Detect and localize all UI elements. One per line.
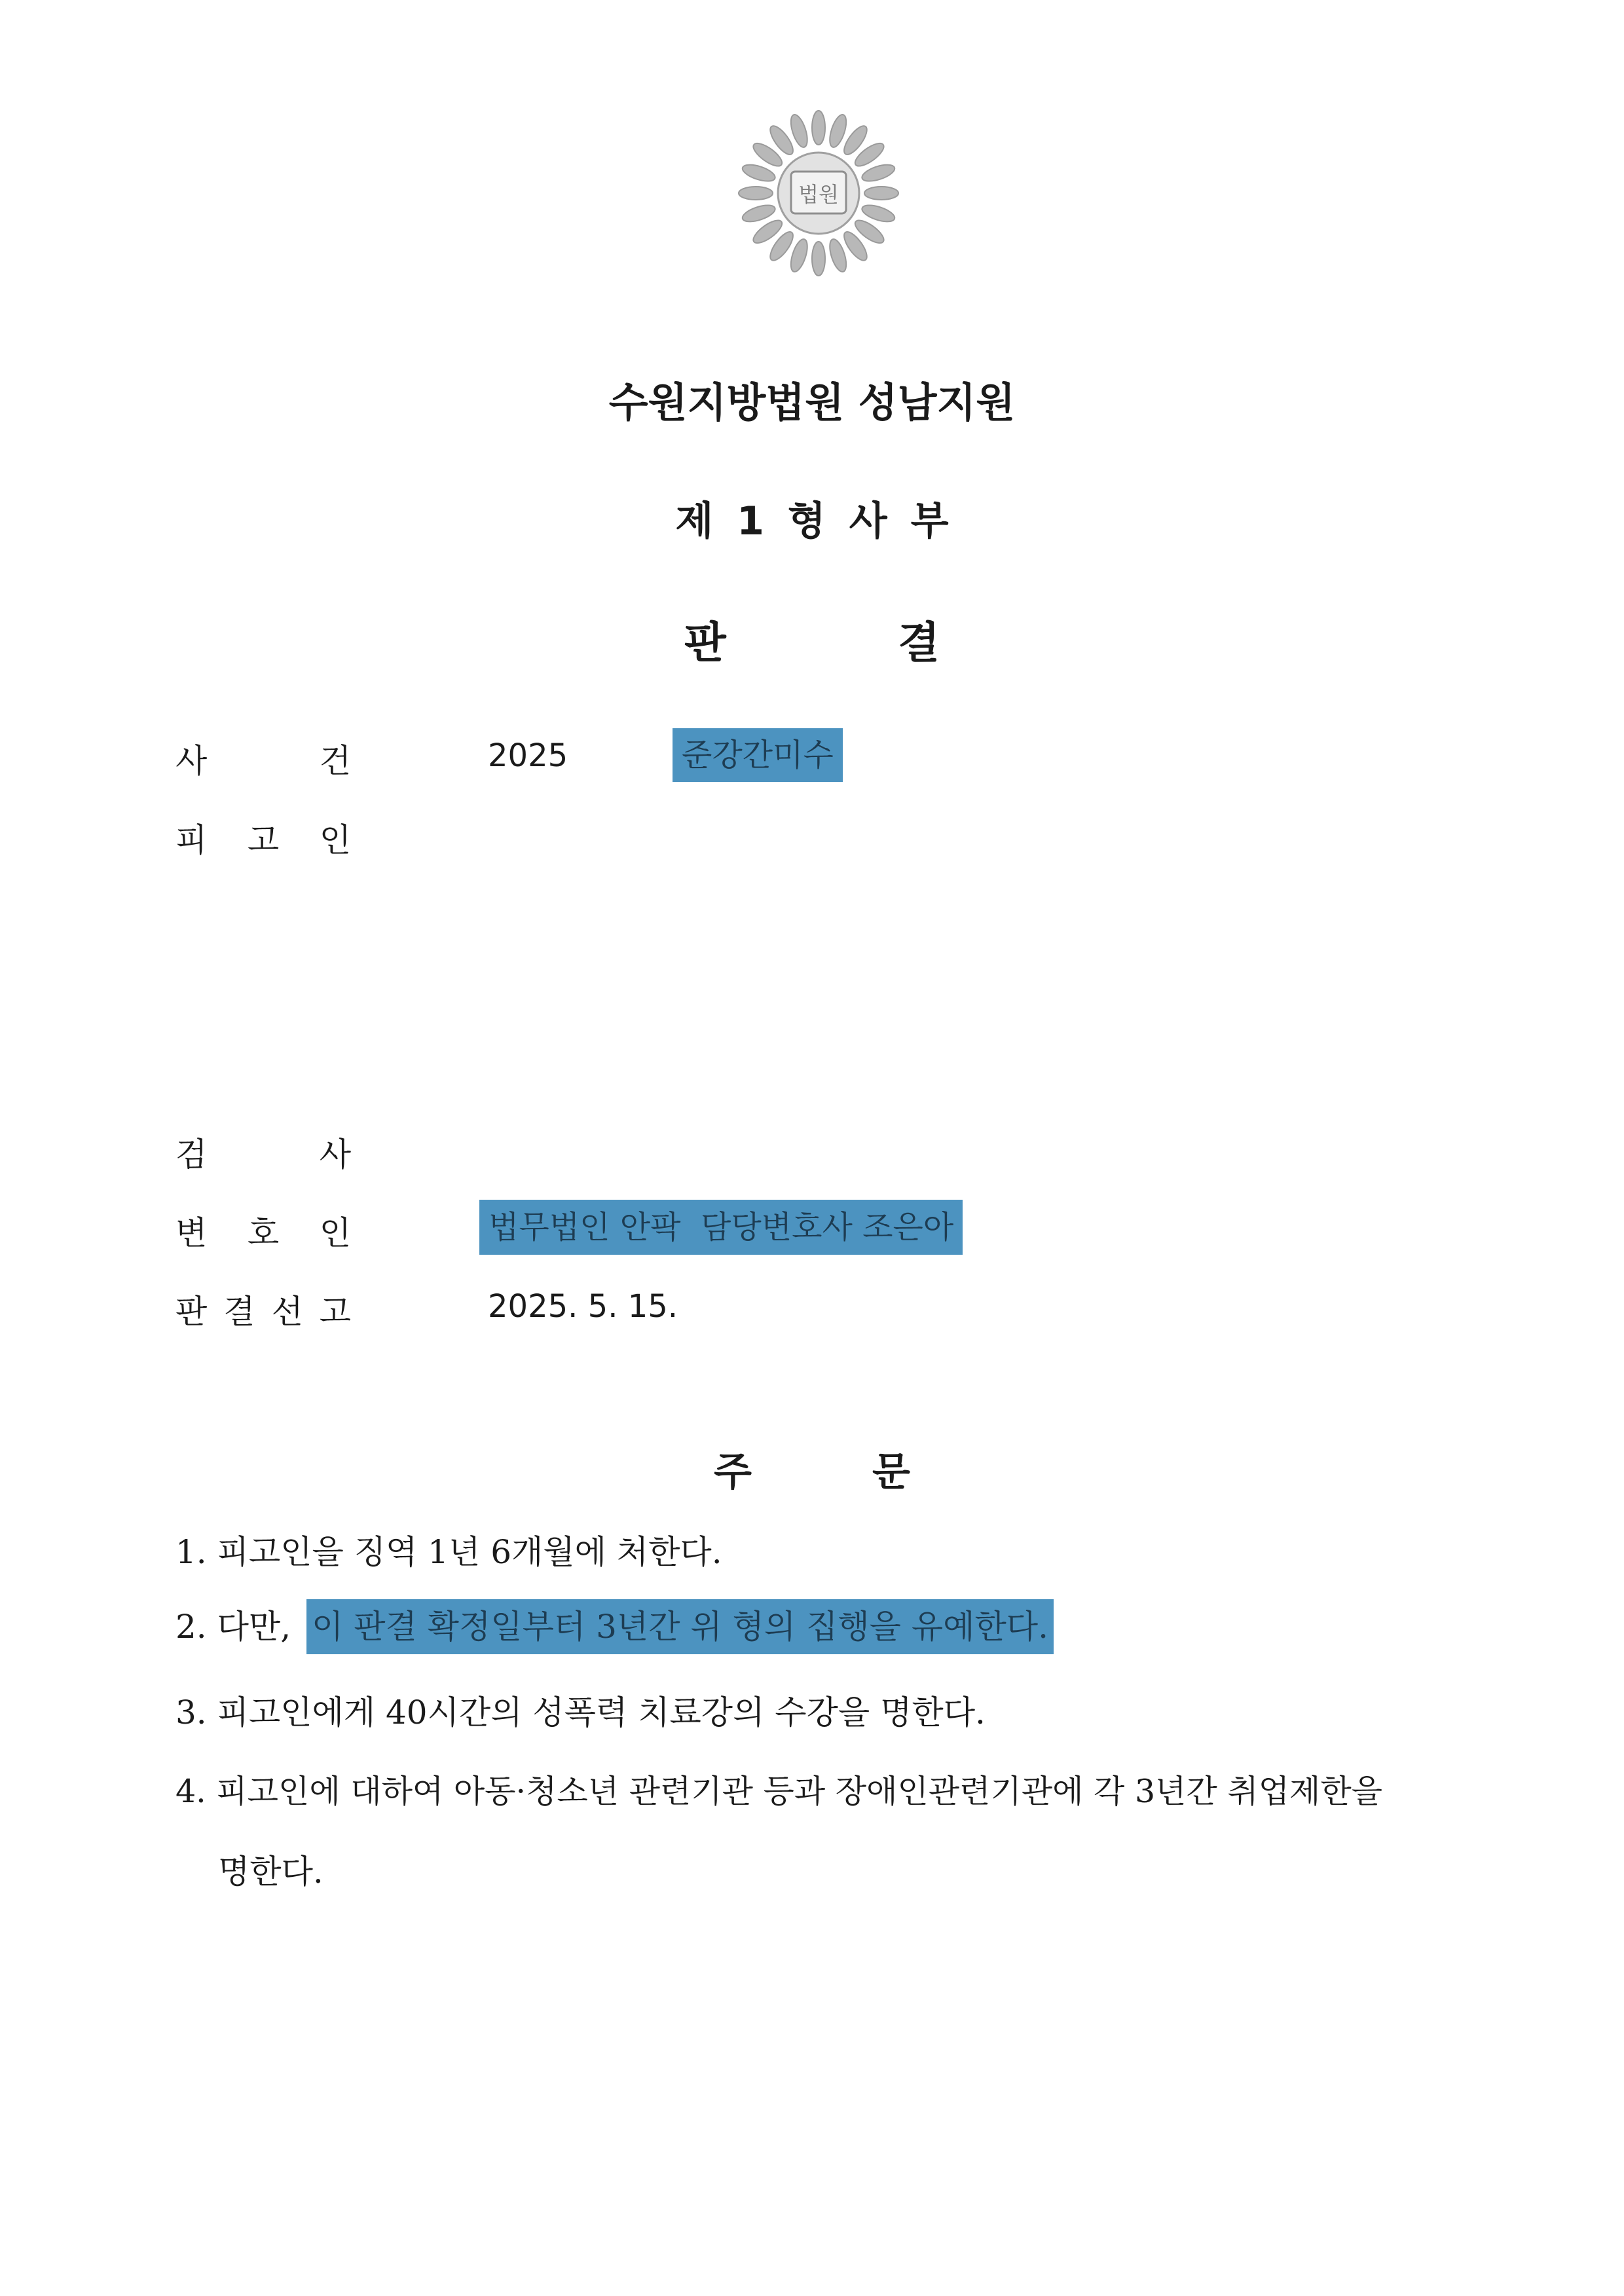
label-char: 고 [247, 821, 280, 859]
document-title-char: 판 [684, 617, 726, 668]
emblem-text: 법원 [798, 182, 839, 207]
counsel-label [175, 1207, 351, 1254]
seal-petal [812, 111, 825, 145]
seal-petal [739, 187, 773, 200]
label-char: 사 [319, 1136, 351, 1174]
seal-petal [864, 187, 898, 200]
label-char: 변 [175, 1214, 208, 1252]
seal-petal [812, 242, 825, 276]
label-char: 호 [247, 1214, 280, 1252]
order-item-2-prefix: 2. 다만, [175, 1608, 291, 1646]
label-char: 검 [175, 1136, 208, 1174]
court-name: 수원지방법원 성남지원 [608, 379, 1016, 426]
label-char: 피 [175, 821, 208, 859]
verdict-date-label [175, 1286, 351, 1333]
counsel-value: 법무법인 안팍 담당변호사 조은아 [479, 1200, 963, 1255]
document-title-char: 결 [898, 617, 940, 668]
label-char: 고 [319, 1293, 351, 1331]
document-title [684, 608, 940, 670]
label-char: 판 [175, 1293, 208, 1331]
case-number: 2025 [488, 737, 568, 774]
court-seal-icon [733, 105, 904, 282]
order-item-2-highlight: 이 판결 확정일부터 3년간 위 형의 집행을 유예한다. [306, 1599, 1054, 1654]
prosecutor-label [175, 1128, 351, 1176]
label-char: 인 [319, 1214, 351, 1252]
court-emblem [733, 105, 904, 282]
order-item-2 [175, 1599, 1054, 1654]
order-item-4-line1: 4. 피고인에 대하여 아동·청소년 관련기관 등과 장애인관련기관에 각 3년간 취업제한을 [175, 1773, 1383, 1810]
order-title [714, 1441, 910, 1497]
label-char: 인 [319, 821, 351, 859]
label-char: 결 [223, 1293, 255, 1331]
verdict-date-value: 2025. 5. 15. [488, 1288, 678, 1325]
order-title-char: 주 [714, 1449, 752, 1495]
order-title-char: 문 [872, 1449, 910, 1495]
order-item-1: 1. 피고인을 징역 1년 6개월에 처한다. [175, 1533, 722, 1571]
order-item-4-line2: 명한다. [218, 1853, 323, 1891]
case-crime: 준강간미수 [673, 728, 843, 782]
case-label [175, 735, 351, 782]
division-name: 제 1 형 사 부 [675, 498, 949, 544]
defendant-label [175, 814, 351, 861]
order-item-3: 3. 피고인에게 40시간의 성폭력 치료강의 수강을 명한다. [175, 1694, 986, 1731]
label-char: 선 [271, 1293, 303, 1331]
label-char: 사 [175, 742, 208, 780]
label-char: 건 [319, 742, 351, 780]
